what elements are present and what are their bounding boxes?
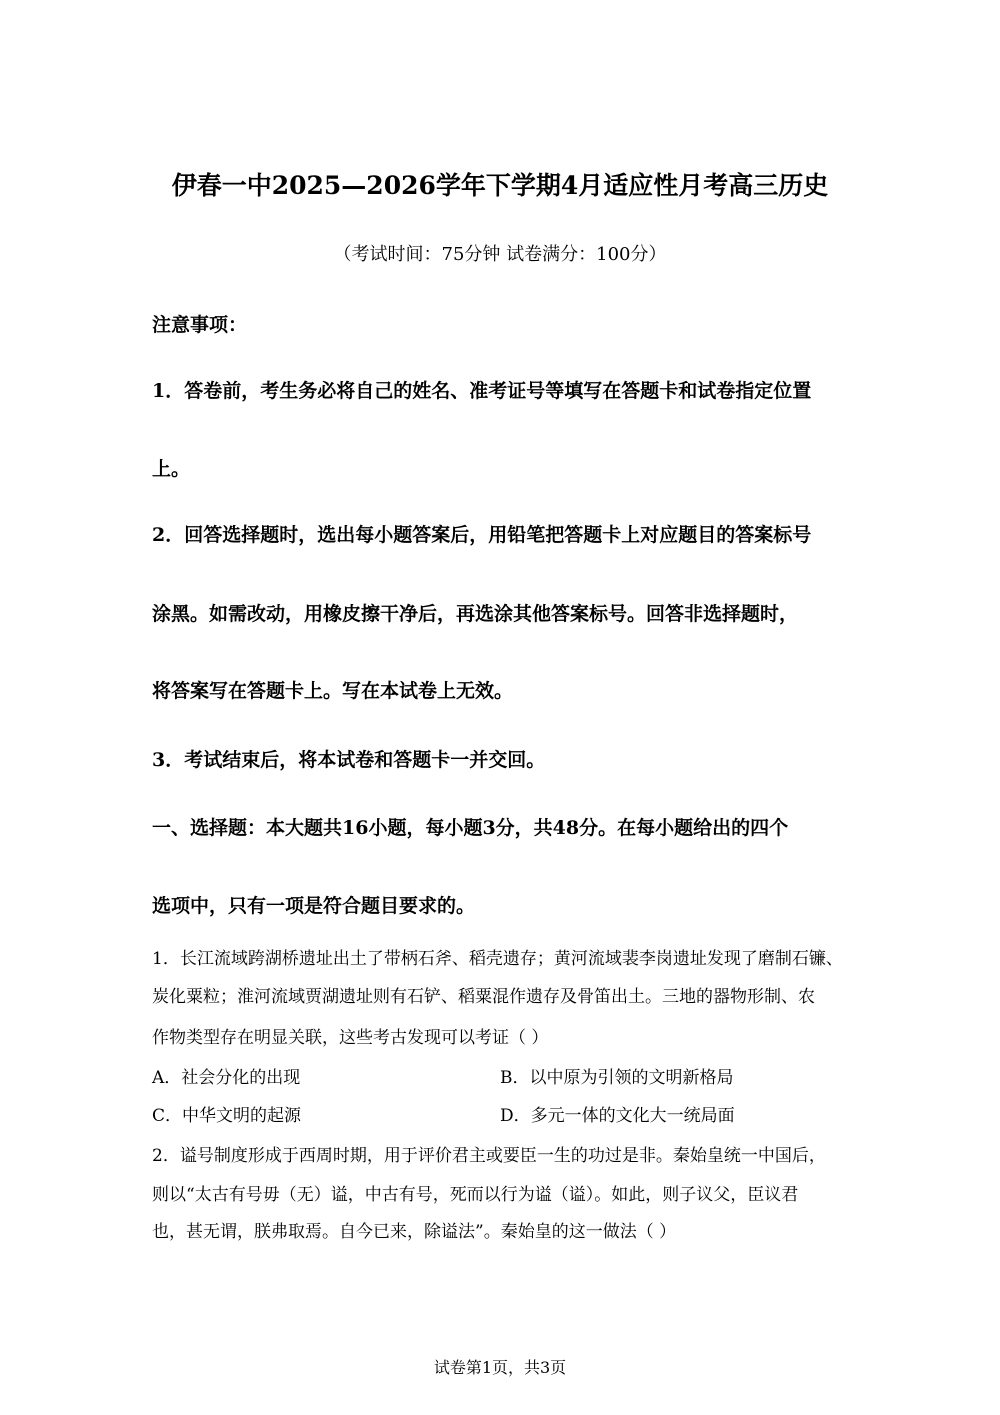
question-1-option-b: B．以中原为引领的文明新格局 [500,1068,734,1088]
question-1-option-d: D．多元一体的文化大一统局面 [500,1106,735,1126]
question-1-option-a: A．社会分化的出现 [152,1068,301,1088]
exam-subtitle: （考试时间：75分钟 试卷满分：100分） [333,244,667,265]
notice-item-3-line-1: 3．考试结束后，将本试卷和答题卡一并交回。 [152,749,546,771]
question-1-option-c: C．中华文明的起源 [152,1106,302,1126]
question-2-line-1: 2．谥号制度形成于西周时期，用于评价君主或要臣一生的功过是非。秦始皇统一中国后， [152,1146,826,1166]
question-1-line-1: 1．长江流域跨湖桥遗址出土了带柄石斧、稻壳遗存；黄河流域裴李岗遗址发现了磨制石镰、 [152,949,843,969]
notice-item-2-line-1: 2．回答选择题时，选出每小题答案后，用铅笔把答题卡上对应题目的答案标号 [152,524,812,546]
exam-title: 伊春一中2025—2026学年下学期4月适应性月考高三历史 [171,171,829,200]
notice-item-1-line-1: 1．答卷前，考生务必将自己的姓名、准考证号等填写在答题卡和试卷指定位置 [152,380,812,402]
notice-heading: 注意事项： [152,314,248,336]
question-1-line-3: 作物类型存在明显关联，这些考古发现可以考证（ ） [152,1028,549,1048]
notice-item-1-line-2: 上。 [152,458,191,480]
section-1-heading-line-1: 一、选择题：本大题共16小题，每小题3分，共48分。在每小题给出的四个 [152,817,789,839]
notice-item-2-line-2: 涂黑。如需改动，用橡皮擦干净后，再选涂其他答案标号。回答非选择题时， [152,603,799,625]
page-footer: 试卷第1页，共3页 [433,1358,567,1377]
notice-item-2-line-3: 将答案写在答题卡上。写在本试卷上无效。 [152,680,514,702]
question-2-line-3: 也，甚无谓，朕弗取焉。自今已来，除谥法”。秦始皇的这一做法（ ） [152,1222,677,1242]
question-1-line-2: 炭化粟粒；淮河流域贾湖遗址则有石铲、稻粟混作遗存及骨笛出土。三地的器物形制、农 [152,987,815,1007]
question-2-line-2: 则以“太古有号毋（无）谥，中古有号，死而以行为谥（谥）。如此，则子议父，臣议君 [152,1185,799,1205]
section-1-heading-line-2: 选项中，只有一项是符合题目要求的。 [152,895,476,917]
